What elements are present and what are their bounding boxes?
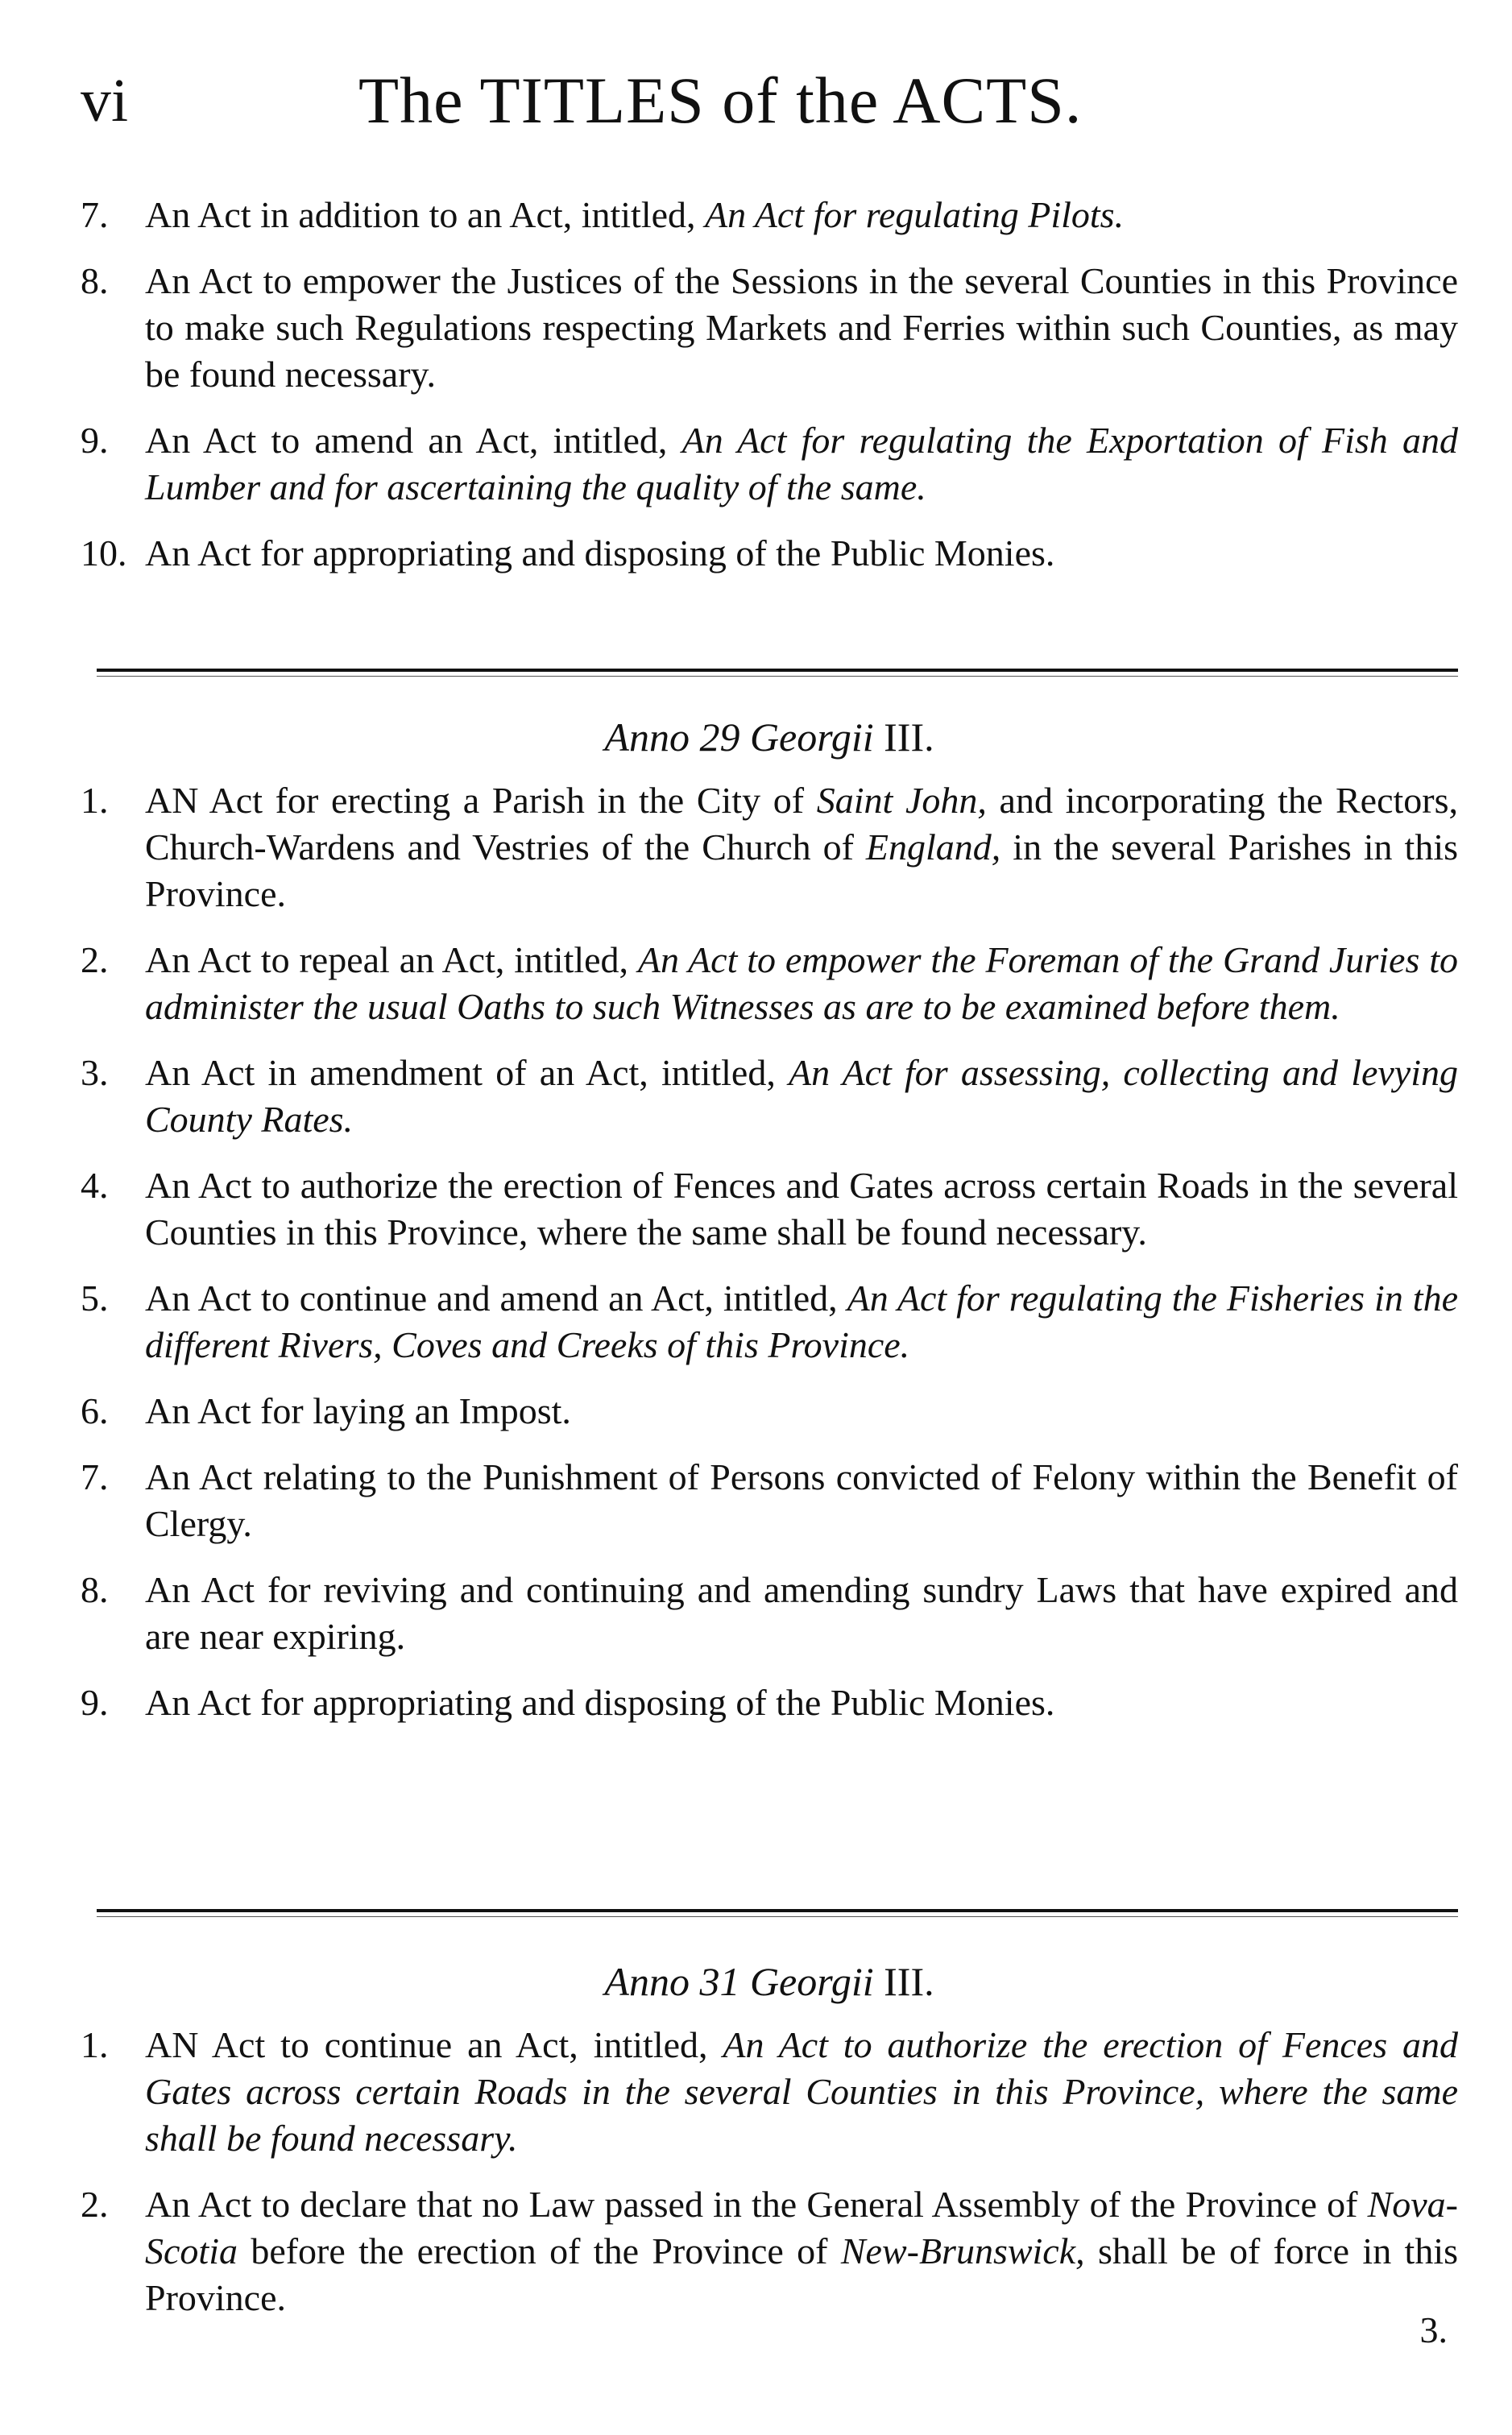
- act-item: [81, 1050, 1458, 1143]
- act-item: [81, 192, 1458, 238]
- section-anno-31: [81, 2022, 1458, 2341]
- act-number: 7.: [81, 1456, 109, 1497]
- act-number: 8.: [81, 1569, 109, 1610]
- act-item: [81, 777, 1458, 917]
- act-number: 5.: [81, 1278, 109, 1319]
- act-number: 3.: [81, 1052, 109, 1093]
- act-item: [81, 1679, 1458, 1726]
- act-number: 2.: [81, 2184, 109, 2225]
- act-item: [81, 937, 1458, 1030]
- act-item: [81, 1162, 1458, 1256]
- act-item: [81, 1454, 1458, 1547]
- act-item: [81, 2022, 1458, 2162]
- act-title: An Act to empower the Justices of the Sessions in the several Counties in this Province to make such Regulations respecting Markets and Ferries within such Counties, as may be found necessary.: [145, 260, 1458, 395]
- act-title: An Act to repeal an Act, intitled, An Act to empower the Foreman of the Grand Juries to administer the usual Oaths to such Witnesses as are to be examined before them.: [145, 939, 1459, 1027]
- act-number: 9.: [81, 420, 109, 461]
- section-divider: [97, 669, 1458, 672]
- running-title: The TITLES of the ACTS.: [358, 64, 1083, 137]
- act-number: 1.: [81, 2024, 109, 2065]
- act-number: 6.: [81, 1390, 109, 1431]
- act-title: An Act for appropriating and disposing of the Public Monies.: [145, 1682, 1055, 1723]
- act-number: 10.: [81, 532, 127, 574]
- act-item: [81, 2181, 1458, 2321]
- act-title: An Act to amend an Act, intitled, An Act for regulating the Exportation of Fish and Lumber and for ascertaining the quality of the same.: [145, 420, 1458, 507]
- act-title: AN Act to continue an Act, intitled, An Act to authorize the erection of Fences and Gates across certain Roads in the several Counties in this Province, where the same shall be found necessary.: [145, 2024, 1458, 2159]
- act-number: 8.: [81, 260, 109, 301]
- act-title: AN Act for erecting a Parish in the City of Saint John, and incorporating the Rectors, Church-Wardens and Vestries of the Church of England, in the several Parishes in this Province.: [145, 780, 1458, 914]
- section-continued-acts: [81, 192, 1458, 596]
- act-title: An Act relating to the Punishment of Persons convicted of Felony within the Benefit of Clergy.: [145, 1456, 1458, 1544]
- act-item: [81, 1275, 1458, 1369]
- act-number: 4.: [81, 1165, 109, 1206]
- section-anno-29: [81, 777, 1458, 1745]
- session-heading-31: Anno 31 Georgii III.: [604, 1959, 934, 2004]
- act-number: 7.: [81, 194, 109, 235]
- catchword: 3.: [1419, 2309, 1448, 2350]
- act-item: [81, 417, 1458, 511]
- act-title: An Act for laying an Impost.: [145, 1390, 571, 1431]
- act-item: [81, 530, 1458, 577]
- act-number: 9.: [81, 1682, 109, 1723]
- act-item: [81, 258, 1458, 398]
- act-item: [81, 1388, 1458, 1435]
- act-title: An Act to continue and amend an Act, intitled, An Act for regulating the Fisheries in the different Rivers, Coves and Creeks of this Province.: [145, 1278, 1458, 1365]
- section-divider: [97, 1909, 1458, 1912]
- act-title: An Act in addition to an Act, intitled, An Act for regulating Pilots.: [145, 194, 1125, 235]
- session-heading-29: Anno 29 Georgii III.: [604, 714, 934, 760]
- act-title: An Act for reviving and continuing and amending sundry Laws that have expired and are near expiring.: [145, 1569, 1458, 1657]
- page-header: [81, 56, 1482, 145]
- act-title: An Act for appropriating and disposing of the Public Monies.: [145, 532, 1055, 574]
- act-item: [81, 1567, 1458, 1660]
- page-number: vi: [81, 67, 129, 135]
- act-number: 2.: [81, 939, 109, 980]
- act-title: An Act to declare that no Law passed in the General Assembly of the Province of Nova-Scotia before the erection of the Province of New-Brunswick, shall be of force in this Province.: [145, 2184, 1458, 2318]
- act-title: An Act to authorize the erection of Fences and Gates across certain Roads in the several Counties in this Province, where the same shall be found necessary.: [145, 1165, 1458, 1253]
- act-title: An Act in amendment of an Act, intitled, An Act for assessing, collecting and levying County Rates.: [145, 1052, 1459, 1140]
- act-number: 1.: [81, 780, 109, 821]
